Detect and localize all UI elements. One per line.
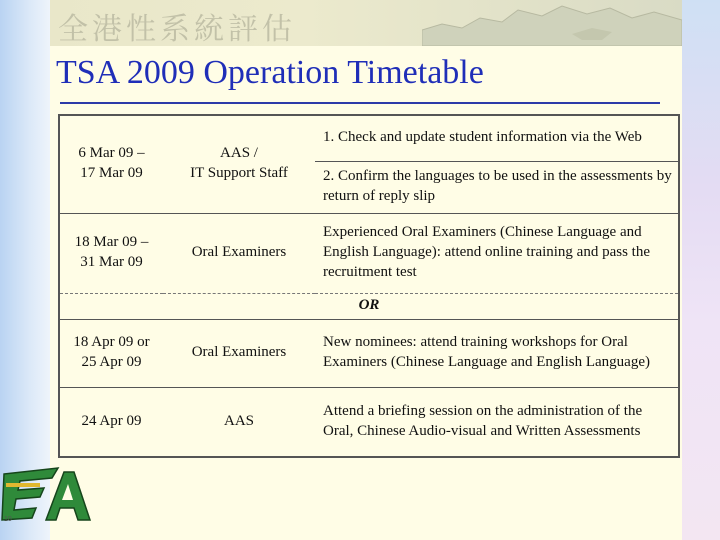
- date-cell: 6 Mar 09 – 17 Mar 09: [78, 145, 145, 182]
- header-map-graphic: [422, 0, 682, 46]
- right-gradient-band: [682, 0, 720, 540]
- header-banner: [50, 0, 682, 46]
- left-gradient-band: [0, 0, 50, 540]
- task-cell: New nominees: attend training workshops for Oral Examiners (Chinese Language and English Language): [315, 319, 679, 387]
- or-label: OR: [59, 293, 679, 319]
- table-row: [59, 213, 679, 293]
- page-title: TSA 2009 Operation Timetable: [56, 54, 484, 91]
- timetable: [58, 114, 680, 458]
- table-row: [59, 387, 679, 457]
- task-cell: 1. Check and update student information via the Web: [323, 129, 642, 146]
- responsible-cell: Oral Examiners: [163, 319, 315, 387]
- table-row: [59, 319, 679, 387]
- ea-logo: [0, 466, 92, 526]
- responsible-cell: AAS: [163, 387, 315, 457]
- table-row: [59, 115, 679, 161]
- title-divider: [60, 102, 660, 104]
- map-coastline: [422, 6, 682, 46]
- date-cell: 24 Apr 09: [59, 387, 163, 457]
- or-separator-row: [59, 293, 679, 319]
- logo-gold-bar: [6, 483, 40, 487]
- date-cell: 18 Apr 09 or 25 Apr 09: [59, 319, 163, 387]
- task-cell: 2. Confirm the languages to be used in the assessments by return of reply slip: [315, 161, 679, 213]
- header-chinese-title: 全港性系統評估: [58, 12, 296, 46]
- task-cell: Attend a briefing session on the administration of the Oral, Chinese Audio-visual and Written Assessments: [315, 387, 679, 457]
- responsible-cell: AAS / IT Support Staff: [190, 145, 288, 182]
- responsible-cell: Oral Examiners: [163, 213, 315, 293]
- task-cell: Experienced Oral Examiners (Chinese Language and English Language): attend online training and pass the recruitment test: [315, 213, 679, 293]
- page-number: 10: [4, 516, 12, 523]
- date-cell: 18 Mar 09 – 31 Mar 09: [59, 213, 163, 293]
